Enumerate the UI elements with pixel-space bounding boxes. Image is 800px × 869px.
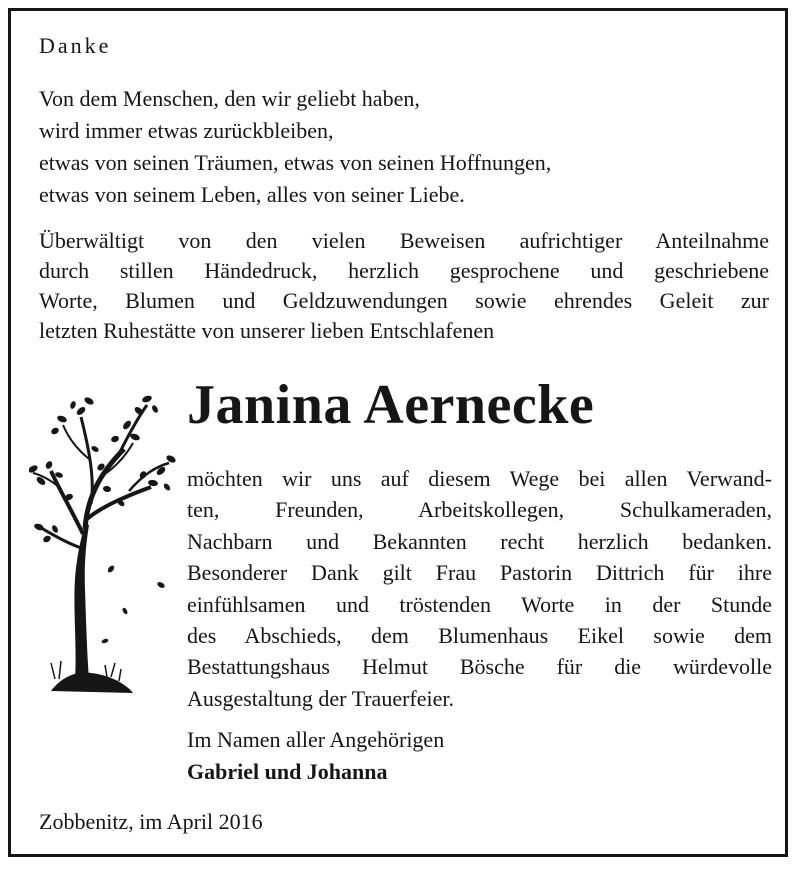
poem-line: wird immer etwas zurückbleiben, [39, 118, 334, 143]
thanks-line: möchten wir uns auf diesem Wege bei allen Verwand- [187, 466, 772, 491]
deceased-name: Janina Aernecke [187, 374, 595, 436]
poem [39, 83, 551, 211]
thanks-line: Nachbarn und Bekannten recht herzlich bedanken. [187, 528, 772, 554]
thanks-paragraph [187, 463, 772, 714]
intro-line: Worte, Blumen und Geldzuwendungen sowie ehrendes Geleit zur [39, 288, 769, 313]
tree-with-falling-leaves-icon [29, 379, 179, 699]
poem-line: etwas von seinem Leben, alles von seiner Liebe. [39, 182, 465, 207]
thanks-line: Besonderer Dank gilt Frau Pastorin Dittrich für ihre [187, 560, 772, 586]
thanks-line: ten, Freunden, Arbeitskollegen, Schulkameraden, [187, 497, 772, 523]
obituary-card [8, 8, 788, 857]
signature-preamble: Im Namen aller Angehörigen [187, 727, 445, 752]
intro-paragraph [39, 226, 769, 346]
thanks-line: Ausgestaltung der Trauerfeier. [187, 685, 454, 711]
thanks-line: Bestattungshaus Helmut Bösche für die würdevolle [187, 654, 772, 680]
thanks-line: des Abschieds, dem Blumenhaus Eikel sowie dem [187, 623, 772, 649]
poem-line: etwas von seinen Träumen, etwas von seinen Hoffnungen, [39, 150, 552, 175]
intro-line: letzten Ruhestätte von unserer lieben Entschlafenen [39, 318, 495, 343]
poem-line: Von dem Menschen, den wir geliebt haben, [39, 86, 420, 111]
thanks-line: einfühlsamen und tröstenden Worte in der Stunde [187, 591, 772, 617]
heading-danke: Danke [39, 33, 112, 58]
place-date: Zobbenitz, im April 2016 [39, 809, 263, 834]
signature-names: Gabriel und Johanna [187, 759, 388, 784]
intro-line: Überwältigt von den vielen Beweisen aufrichtiger Anteilnahme [39, 228, 769, 253]
intro-line: durch stillen Händedruck, herzlich gesprochene und geschriebene [39, 258, 769, 283]
